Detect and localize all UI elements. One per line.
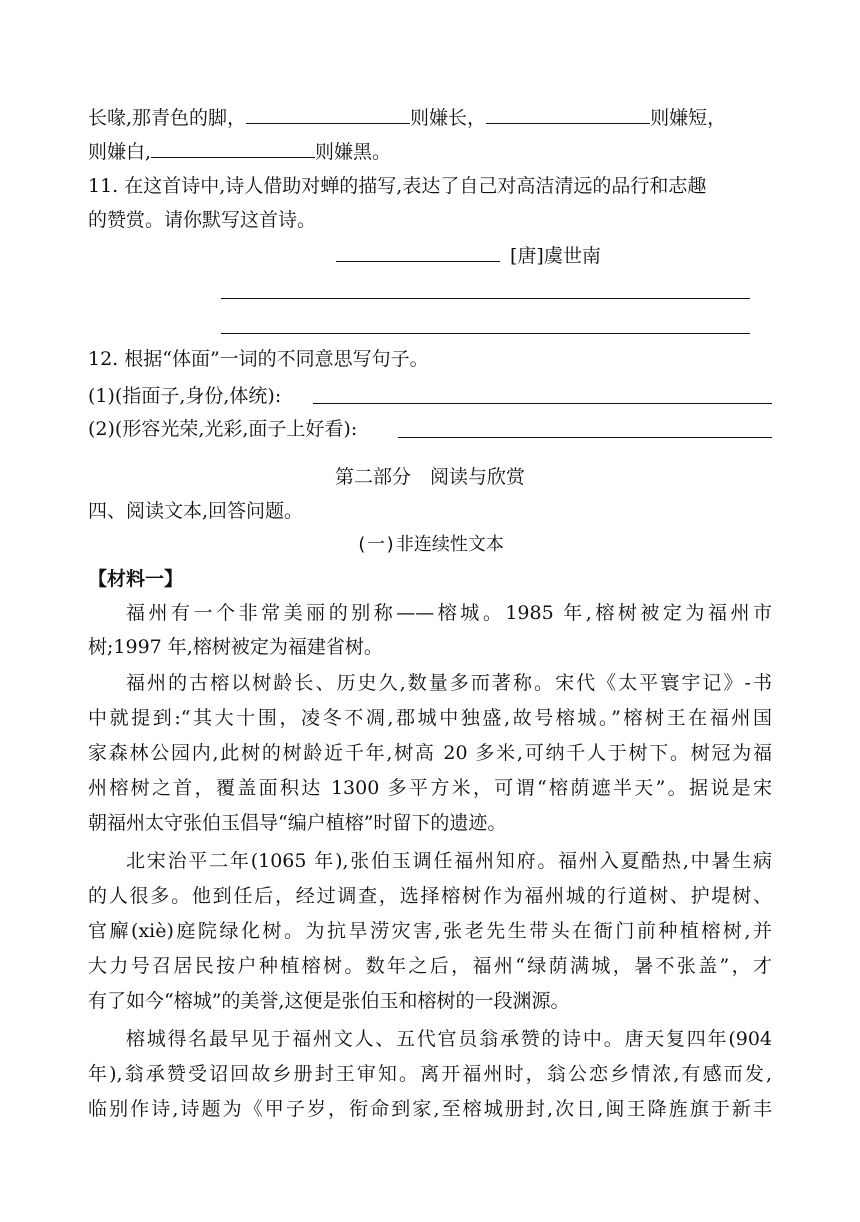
paragraph-line: 榕城得名最早见于福州文人、五代官员翁承赞的诗中。唐天复四年(904 bbox=[126, 1028, 772, 1050]
fill-in-line-2 bbox=[88, 137, 772, 167]
q12-item-1-label: (1)(指面子,身份,体统): bbox=[88, 385, 282, 407]
section-heading: 四、阅读文本,回答问题。 bbox=[88, 500, 304, 522]
q12-item-2 bbox=[88, 414, 772, 444]
answer-blank[interactable] bbox=[151, 139, 315, 158]
poem-answer-line[interactable] bbox=[221, 298, 750, 299]
text-fragment: 则嫌白, bbox=[88, 141, 152, 163]
poem-answer-line[interactable] bbox=[221, 333, 750, 334]
poem-author: [唐]虞世南 bbox=[510, 245, 601, 267]
answer-blank[interactable] bbox=[246, 105, 410, 124]
q11-line-1: 11. 在这首诗中,诗人借助对蝉的描写,表达了自己对高洁清远的品行和志趣 bbox=[88, 175, 707, 197]
paragraph-line: 北宋治平二年(1065 年),张伯玉调任福州知府。福州入夏酷热,中暑生病 bbox=[126, 850, 772, 872]
paragraph-line: 大力号召居民按户种植榕树。数年之后，福州“绿荫满城，暑不张盖”，才 bbox=[88, 955, 772, 977]
q11-line-2: 的赞赏。请你默写这首诗。 bbox=[88, 209, 317, 231]
text-fragment: 长喙,那青色的脚， bbox=[88, 107, 247, 129]
paragraph-line: 的人很多。他到任后，经过调查，选择榕树作为福州城的行道树、护堤树、 bbox=[88, 885, 772, 907]
answer-blank[interactable] bbox=[486, 105, 650, 124]
poem-title-row bbox=[336, 241, 601, 271]
q12-item-2-answer-line[interactable] bbox=[398, 437, 772, 438]
sub-heading: (一)非连续性文本 bbox=[356, 534, 504, 555]
paragraph-line: 家森林公园内,此树的树龄近千年,树高 20 多米,可纳千人于树下。树冠为福 bbox=[88, 742, 772, 764]
paragraph-line: 树;1997 年,榕树被定为福建省树。 bbox=[88, 636, 383, 658]
text-fragment: 则嫌短， bbox=[650, 107, 727, 129]
text-fragment: 则嫌黑。 bbox=[315, 141, 392, 163]
q12-title: 12. 根据“体面”一词的不同意思写句子。 bbox=[88, 348, 429, 370]
poem-title-blank[interactable] bbox=[336, 243, 500, 262]
paragraph-line: 州榕树之首，覆盖面积达 1300 多平方米，可谓“榕荫遮半天”。据说是宋 bbox=[88, 777, 772, 799]
q12-item-1 bbox=[88, 381, 772, 411]
paragraph-line: 朝福州太守张伯玉倡导“编户植榕”时留下的遗迹。 bbox=[88, 812, 507, 834]
q12-item-2-label: (2)(形容光荣,光彩,面子上好看): bbox=[88, 418, 358, 440]
paragraph-line: 临别作诗,诗题为《甲子岁，衔命到家,至榕城册封,次日,闽王降旌旗于新丰 bbox=[88, 1098, 772, 1120]
paragraph-line: 有了如今“榕城”的美誉,这便是张伯玉和榕树的一段渊源。 bbox=[88, 990, 570, 1012]
fill-in-line-1 bbox=[88, 103, 772, 133]
paragraph-line: 福州的古榕以树龄长、历史久,数量多而著称。宋代《太平寰宇记》-书 bbox=[126, 672, 772, 694]
paragraph-line: 中就提到:“其大十围，凌冬不凋,郡城中独盛,故号榕城。”榕树王在福州国 bbox=[88, 707, 772, 729]
text-fragment: 则嫌长， bbox=[410, 107, 487, 129]
paragraph-line: 福州有一个非常美丽的别称——榕城。1985 年,榕树被定为福州市 bbox=[126, 602, 772, 624]
material-label: 【材料一】 bbox=[88, 568, 184, 590]
part-heading: 第二部分 阅读与欣赏 bbox=[334, 466, 525, 488]
paragraph-line: 官廨(xiè)庭院绿化树。为抗旱涝灾害,张老先生带头在衙门前种植榕树,并 bbox=[88, 920, 772, 942]
paragraph-line: 年),翁承赞受诏回故乡册封王审知。离开福州时，翁公恋乡情浓,有感而发, bbox=[88, 1063, 772, 1085]
q12-item-1-answer-line[interactable] bbox=[313, 403, 772, 404]
